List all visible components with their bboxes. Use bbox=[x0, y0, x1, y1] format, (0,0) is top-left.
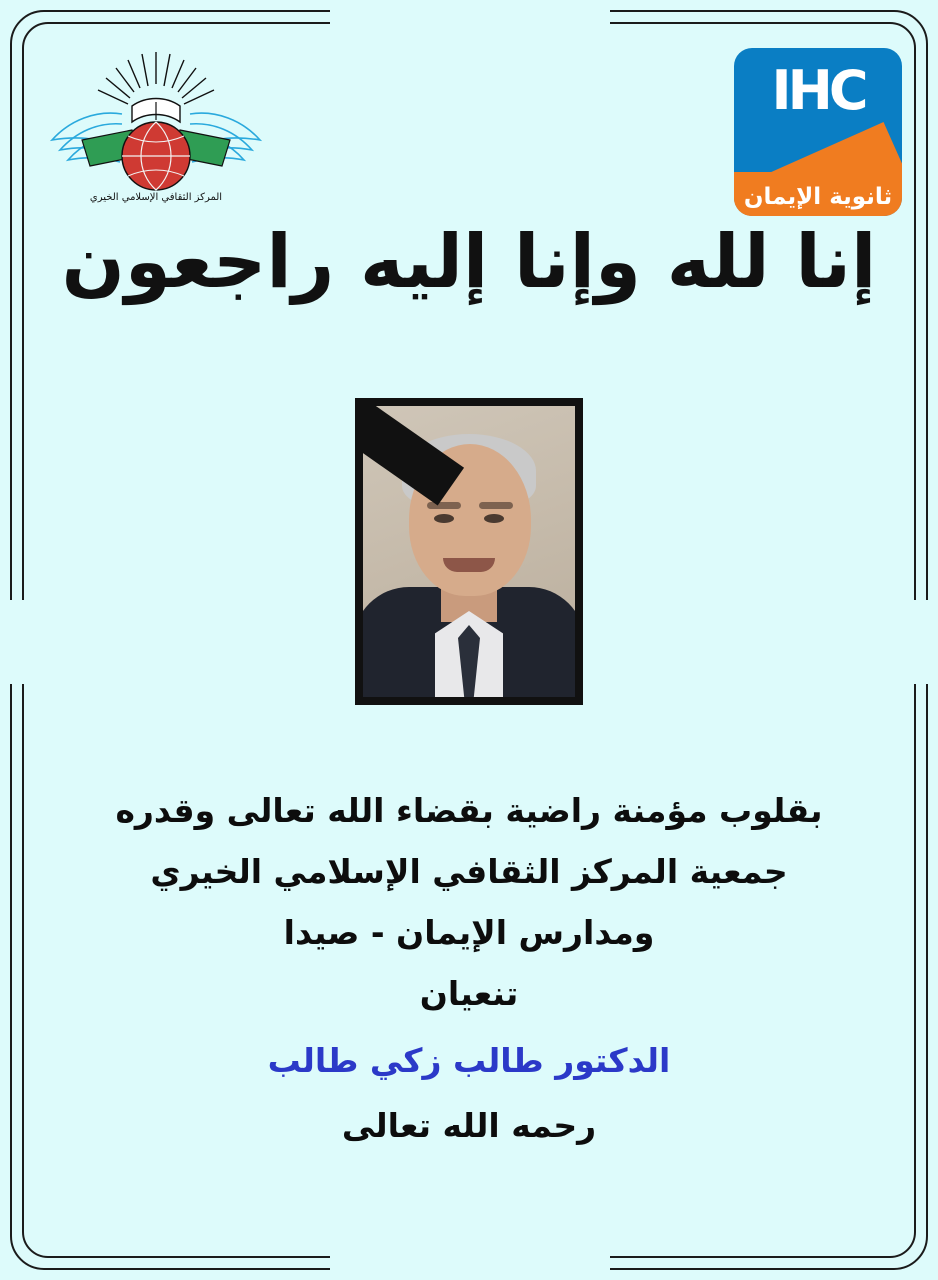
portrait-eye-right bbox=[484, 514, 504, 523]
message-line-1: بقلوب مؤمنة راضية بقضاء الله تعالى وقدره bbox=[115, 791, 823, 830]
deceased-portrait bbox=[355, 398, 583, 705]
frame-gap-right bbox=[904, 600, 938, 684]
message-line-2: جمعية المركز الثقافي الإسلامي الخيري bbox=[150, 852, 788, 892]
message-line-3: ومدارس الإيمان - صيدا bbox=[283, 913, 655, 953]
deceased-name: الدكتور طالب زكي طالب bbox=[267, 1041, 671, 1081]
frame-gap-left bbox=[0, 600, 34, 684]
logo-school-name: ثانوية الإيمان bbox=[743, 184, 893, 210]
portrait-brow-right bbox=[479, 502, 513, 509]
logo-monogram: IHC bbox=[771, 59, 865, 122]
portrait-brow-left bbox=[427, 502, 461, 509]
obituary-message bbox=[40, 780, 898, 1156]
portrait-mouth bbox=[443, 558, 495, 572]
al-iman-secondary-school-logo bbox=[734, 48, 902, 216]
portrait-eye-left bbox=[434, 514, 454, 523]
islamic-cultural-center-logo bbox=[36, 44, 276, 214]
message-line-4: تنعيان bbox=[419, 974, 519, 1014]
quranic-phrase: إنا لله وإنا إليه راجعون bbox=[61, 219, 877, 305]
frame-gap-bottom bbox=[330, 1246, 610, 1280]
portrait-photo bbox=[363, 406, 575, 697]
frame-gap-top bbox=[330, 0, 610, 34]
left-logo-caption: المركز الثقافي الإسلامي الخيري bbox=[89, 192, 223, 203]
closing-invocation: رحمه الله تعالى bbox=[341, 1106, 597, 1146]
